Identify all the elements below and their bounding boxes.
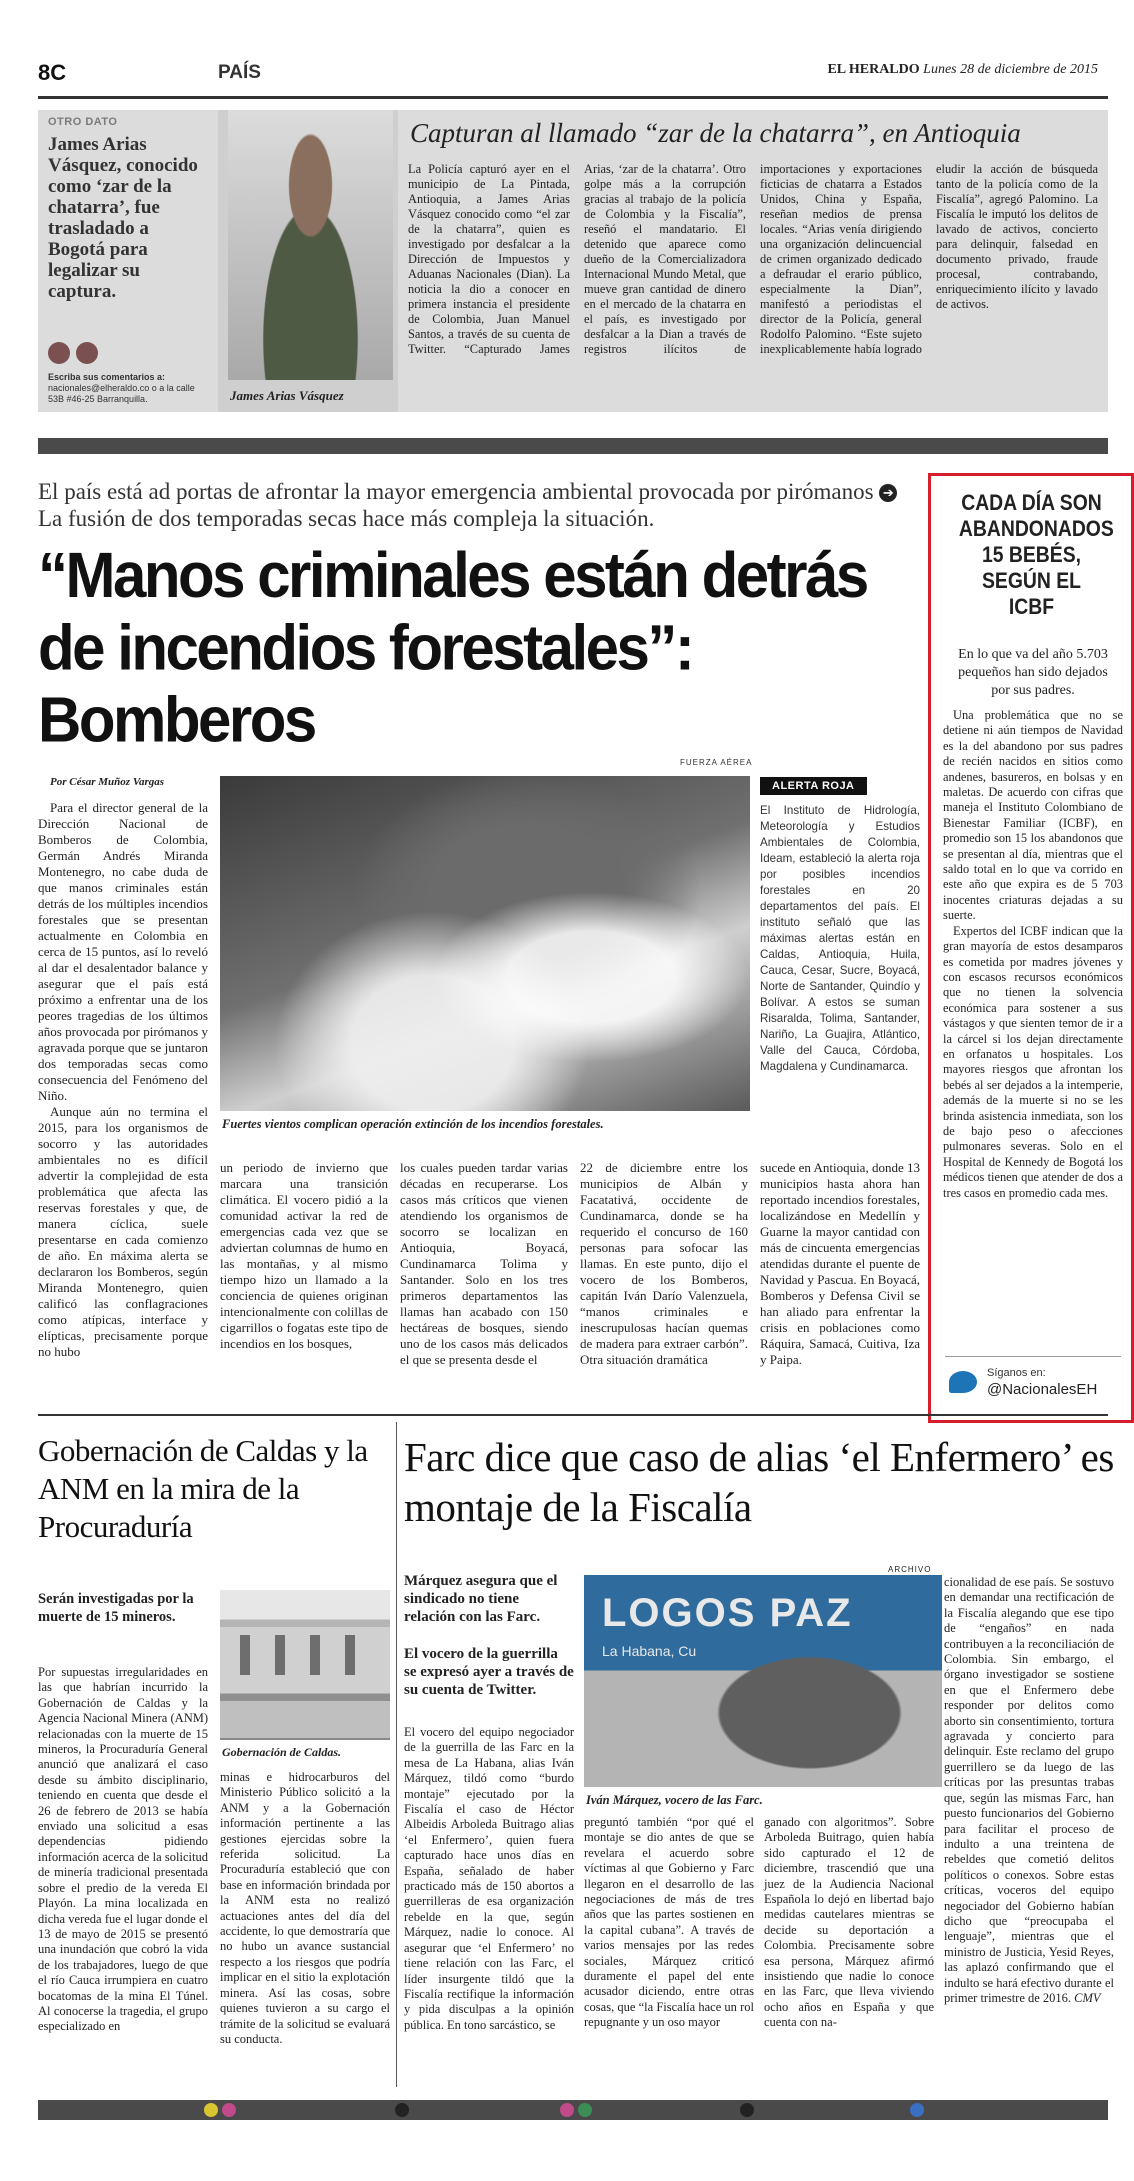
- share-icon: [76, 342, 98, 364]
- farc-dek-1: Márquez asegura que el sindicado no tiene relación con las Farc.: [404, 1573, 558, 1625]
- main-headline: “Manos criminales están detrás de incendios forestales”: Bomberos: [38, 540, 867, 756]
- zar-headline: Capturan al llamado “zar de la chatarra”, en Antioquia: [410, 118, 1021, 148]
- issue-date: Lunes 28 de diciembre de 2015: [923, 62, 1098, 77]
- arrow-icon: ➔: [879, 484, 897, 502]
- farc-headline: Farc dice que caso de alias ‘el Enfermero’ es montaje de la Fiscalía: [404, 1434, 1114, 1530]
- author-initials: CMV: [1074, 1990, 1101, 2005]
- caldas-dek: Serán investigadas por la muerte de 15 mineros.: [38, 1591, 194, 1625]
- page-number: 8C: [38, 60, 67, 85]
- icbf-dek: En lo que va del año 5.703 pequeños han sido dejados por sus padres.: [958, 647, 1108, 698]
- photo-banner-text: LOGOS PAZ: [602, 1591, 853, 1635]
- otro-dato-label: OTRO DATO: [48, 116, 118, 128]
- main-col-3: los cuales pueden tardar varias décadas en recuperarse. Los casos más críticos que vienen atendiendo los organismos de socorro se localizan en Antioquia, Boyacá, Cundinamarca Tolima y Santander. Solo en los tres primeros departamentos las llamas han acabado con 150 hectáreas de bosques, siendo uno de los casos más delicados el que se presenta desde el: [400, 1160, 568, 1367]
- registration-mark: [560, 2103, 574, 2117]
- otro-dato-text: James Arias Vásquez, conocido como ‘zar de la chatarra’, fue trasladado a Bogotá para legalizar su captura.: [48, 134, 198, 302]
- follow-us[interactable]: [945, 1356, 1121, 1404]
- farc-col-4: cionalidad de ese país. Se sostuvo en demandar una rectificación de la Fiscalía alegando que ese tipo de “engaños” en nada contribuyen a la reconciliación de Colombia. Sin embargo, el órgano investigador se sostiene en que el Enfermero debe responder por delitos como aborto sin consentimiento, tortura agravada y concierto para delinquir. Este reclamo del grupo guerrillero se da luego de las críticas por las presuntas trabas que, según las mismas Farc, han puesto funcionarios del Gobierno para facilitar el proceso de indulto a una treintena de rebeldes que cometió delitos políticos o conexos. Sobre estas críticas, voceros del equipo negociador del Gobierno habían dicho que “preocupaba el lenguaje”, mientras que el ministro de Justicia, Yesid Reyes, las aplazó confirmando que el indulto se hará efectivo durante el primer trimestre de 2016. CMV: [944, 1575, 1114, 2005]
- caldas-photo-caption: Gobernación de Caldas.: [222, 1745, 342, 1759]
- social-icons: [48, 342, 104, 369]
- registration-mark: [910, 2103, 924, 2117]
- farc-photo-credit: ARCHIVO: [888, 1565, 932, 1574]
- zar-body: La Policía capturó ayer en el municipio de La Pintada, Antioquia, a James Arias Vásquez conocido como “el zar de la chatarra”, quien es investigado por desfalcar a la Dirección de Impuestos y Aduanas Nacionales (Dian). La noticia la dio a conocer en primera instancia el presidente de Colombia, Juan Manuel Santos, a través de su cuenta de Twitter. “Capturado James Arias, ‘zar de la chatarra’. Otro golpe más a la corrupción gracias al trabajo de la policía de Colombia y la Fiscalía”, reseñó el mandatario. El detenido que aparece como dueño de la Comercializadora Internacional Mundo Metal, que mueve gran cantidad de dinero en el mercado de la chatarra en el país, es investigado por desfalcar a la Dian a través de registros ilícitos de importaciones y exportaciones ficticias de chatarra a Estados Unidos, China y España, reseñan medios de prensa locales. “Arias venía dirigiendo una organización delincuencial de crimen organizado dedicado a defraudar el erario público, especialmente la Dian”, manifestó a periodistas el director de la Policía, general Rodolfo Palomino. “Este sujeto inexplicablemente había logrado eludir la acción de búsqueda tanto de la policía como de la Fiscalía”, agregó Palomino. La Fiscalía le imputó los delitos de lavado de activos, concierto para delinquir, falsedad en documento privado, fraude procesal, contrabando, enriquecimiento ilícito y lavado de activos.: [408, 162, 1098, 356]
- header-rule: [38, 96, 1108, 99]
- main-col-4: 22 de diciembre entre los municipios de Albán y Facatativá, occidente de Cundinamarca, donde se ha requerido el concurso de 160 personas para sofocar las llamas. En este punto, dijo el vocero de los Bomberos, capitán Iván Darío Valenzuela, “manos criminales e inescrupulosas hacían quemas de madera para extraer carbón”. Otra situación dramática: [580, 1160, 748, 1367]
- registration-mark: [395, 2103, 409, 2117]
- icbf-headline: CADA DÍA SON ABANDONADOS 15 BEBÉS, SEGÚN EL ICBF: [958, 490, 1114, 619]
- section-name: PAÍS: [218, 62, 261, 83]
- comment-icon: [48, 342, 70, 364]
- marquez-photo-caption: Iván Márquez, vocero de las Farc.: [586, 1793, 763, 1807]
- fire-photo-caption: Fuertes vientos complican operación extinción de los incendios forestales.: [222, 1117, 604, 1131]
- newspaper-name: EL HERALDO Lunes 28 de diciembre de 2015: [827, 62, 1098, 77]
- registration-mark: [740, 2103, 754, 2117]
- marquez-photo: [584, 1575, 942, 1787]
- icbf-sidebox: [928, 473, 1134, 1423]
- farc-col-1: El vocero del equipo negociador de la guerrilla de las Farc en la mesa de La Habana, alias Iván Márquez, tildó como “burdo montaje” ejecutado por la Fiscalía el caso de Héctor Albeidis Arboleda Buitrago alias ‘el Enfermero’, quien fuera capturado hace unos días en España, señalado de haber practicado más de 150 abortos a guerrilleras de esa organización rebelde en la que, según Márquez, nadie lo conoce. Al asegurar que ‘el Enfermero’ no tiene relación con las Farc, el líder insurgente tildó que la Fiscalía rectifique la información y pida disculpas a la opinión pública. En tono sarcástico, se: [404, 1725, 574, 2032]
- caldas-col-2: minas e hidrocarburos del Ministerio Público solicitó a la ANM y a la Gobernación información pertinente a las gestiones ejercidas sobre la referida solicitud. La Procuraduría estableció que con base en información brindada por la ANM esta no realizó actuaciones antes del día del accidente, lo que demostraría que no hubo un avance sustancial respecto a los riesgos que podría implicar en el sitio la explotación minera. Así las cosas, sobre quienes tuvieron a su cargo el trámite de la solicitud se evaluará su conducta.: [220, 1770, 390, 2046]
- section-rule: [38, 1414, 1108, 1416]
- twitter-icon: [949, 1371, 977, 1393]
- portrait-image: [228, 110, 393, 380]
- byline: Por César Muñoz Vargas: [50, 776, 165, 788]
- fire-photo: [220, 776, 750, 1111]
- portrait-caption: James Arias Vásquez: [230, 388, 344, 403]
- portrait-photo: [218, 110, 398, 412]
- icbf-body: Una problemática que no se detiene ni aún tiempos de Navidad es la del abandono por sus padres de recién nacidos en sitios como andenes, basureros, en bolsas y en maletas. De acuerdo con cifras que maneja el Instituto Colombiano de Bienestar Familiar (ICBF), en promedio son 15 los abandonos que se presentan al día, mientras que el saldo total en lo que va corrido en este año que expira es de 5 703 inocentes criaturas dejadas a su suerte. Expertos del ICBF indican que la gran mayoría de estos desamparos es cometida por madres jóvenes y con escasos recursos económicos que no tienen la solvencia económica para sostener a sus vástagos y que sienten temor de ir a la cárcel si los dejan directamente en orfanatos u hospitales. Los mayores riesgos que afrontan los bebés al ser dejados a la intemperie, además de la muerte si no se les brinda asistencia inmediata, son los de bajo peso o afecciones pulmonares severas. Solo en el Hospital de Kennedy de Bogotá los médicos tienen que atender de dos a tres casos en promedio cada mes.: [943, 708, 1123, 1200]
- registration-mark: [578, 2103, 592, 2117]
- caldas-col-1: Por supuestas irregularidades en las que habrían incurrido la Gobernación de Caldas y la Agencia Nacional Minera (ANM) relacionadas con la muerte de 15 mineros, la Procuraduría General anunció que analizará el caso desde su ámbito disciplinario, teniendo en cuenta que desde el 26 de febrero de 2013 se había enviado una solicitud a esas dependencias pidiendo información acerca de la solicitud de minería tradicional presentada sobre el predio de la vereda El Playón. La mina localizada en dicha vereda fue el lugar donde el 13 de mayo de 2015 se presentó una inundación que cobró la vida de los trabajadores, luego de que el río Cauca irrumpiera en cuatro bocatomas de la mina El Túnel. Al conocerse la tragedia, el grupo especializado en: [38, 1665, 208, 2034]
- alerta-roja-tag: ALERTA ROJA: [760, 777, 867, 795]
- main-col-5: sucede en Antioquia, donde 13 municipios hasta ahora han reportado incendios forestales, localizándose en Medellín y Guarne la mayor cantidad con más de cincuenta emergencias atendidas durante el puente de Navidad y Pascua. En Boyacá, Bomberos y Defensa Civil se han aliado para enfrentar la crisis en poblaciones como Ráquira, Samacá, Cuitiva, Iza y Paipa.: [760, 1160, 920, 1367]
- alerta-roja-text: El Instituto de Hidrología, Meteorología y Estudios Ambientales de Colombia, Ideam, estableció la alerta roja por posibles incendios forestales en 20 departamentos del país. El instituto señaló que las máximas alertas están en Caldas, Antioquia, Huila, Cauca, Cesar, Sucre, Boyacá, Norte de Santander, Quindío y Bolívar. A estos se suman Risaralda, Tolima, Santander, Nariño, La Guajira, Atlántico, Valle del Cauca, Córdoba, Magdalena y Cundinamarca.: [760, 804, 920, 1073]
- page-header: [38, 56, 1108, 96]
- farc-dek-2: El vocero de la guerrilla se expresó ayer a través de su cuenta de Twitter.: [404, 1646, 574, 1698]
- photo-banner-subtext: La Habana, Cu: [602, 1643, 697, 1659]
- main-lede: El país está ad portas de afrontar la mayor emergencia ambiental provocada por pirómanos ➔ La fusión de dos temporadas secas hace más compleja la situación.: [38, 478, 908, 532]
- top-strip: [38, 110, 1108, 412]
- farc-col-2: preguntó también “por qué el montaje se dio antes de que se revelara el acuerdo sobre víctimas al que Gobierno y Farc llegaron en el desarrollo de las negociaciones de más de tres años que las partes sostienen en la capital cubana”. A través de varios mensajes por las redes sociales, Márquez criticó duramente el papel del ente acusador diciendo, entre otras cosas, que “la Fiscalía hace un rol repugnante y un oso mayor: [584, 1815, 754, 2030]
- divider-bar: [38, 438, 1108, 454]
- registration-mark: [222, 2103, 236, 2117]
- registration-mark: [204, 2103, 218, 2117]
- follow-label: Síganos en:: [987, 1367, 1046, 1379]
- farc-col-3: ganado con algoritmos”. Sobre Arboleda Buitrago, quien había sido capturado el 12 de diciembre, trascendió que una juez de la Audiencia Nacional Española lo dejó en libertad bajo medidas cautelares mientras se decide su deportación a Colombia. Precisamente sobre esa persona, Márquez afirmó insistiendo que nadie lo conoce en las Farc, que lleva viviendo ocho años en España y que cuenta con na-: [764, 1815, 934, 2030]
- caldas-photo: [220, 1590, 390, 1740]
- main-col-1: Para el director general de la Dirección Nacional de Bomberos de Colombia, Germán Andrés Miranda Montenegro, no cabe duda de que manos criminales están detrás de los múltiples incendios forestales que se presentan actualmente en Colombia en cerca de 15 puntos, así lo reveló al dar el desalentador balance y asegurar que el país está próximo a enfrentar una de los peores tragedias de los últimos años provocada por pirómanos y agravada porque que se juntaron dos temporadas secas como consecuencia del Fenómeno del Niño. Aunque aún no termina el 2015, para los organismos de socorro y las autoridades ambientales no es difícil advertir la complejidad de esta problemática que afecta las reservas forestales y que, de manera cíclica, suele presentarse en cada comienzo de año. En máxima alerta se declararon los Bomberos, según Miranda Montenegro, quien calificó las conflagraciones como atípicas, interface y elípticas, precisamente porque no hubo: [38, 800, 208, 1359]
- photo-credit: FUERZA AÉREA: [680, 758, 753, 767]
- twitter-handle[interactable]: @NacionalesEH: [987, 1381, 1098, 1398]
- caldas-headline: Gobernación de Caldas y la ANM en la mira de la Procuraduría: [38, 1433, 368, 1544]
- main-col-2: un periodo de invierno que marcara una transición climática. El vocero pidió a la comunidad activar la red de emergencias cada vez que se adviertan columnas de humo en las montañas, y al mismo tiempo hizo un llamado a la conciencia de quienes originan intencionalmente con colillas de cigarrillos o fogatas este tipo de incendios en los bosques,: [220, 1160, 388, 1351]
- comments-note: Escriba sus comentarios a: nacionales@elheraldo.co o a la calle 53B #46-25 Barranquilla.: [48, 372, 195, 404]
- comments-address: nacionales@elheraldo.co o a la calle 53B #46-25 Barranquilla.: [48, 383, 195, 404]
- alerta-roja-box: [760, 776, 920, 1075]
